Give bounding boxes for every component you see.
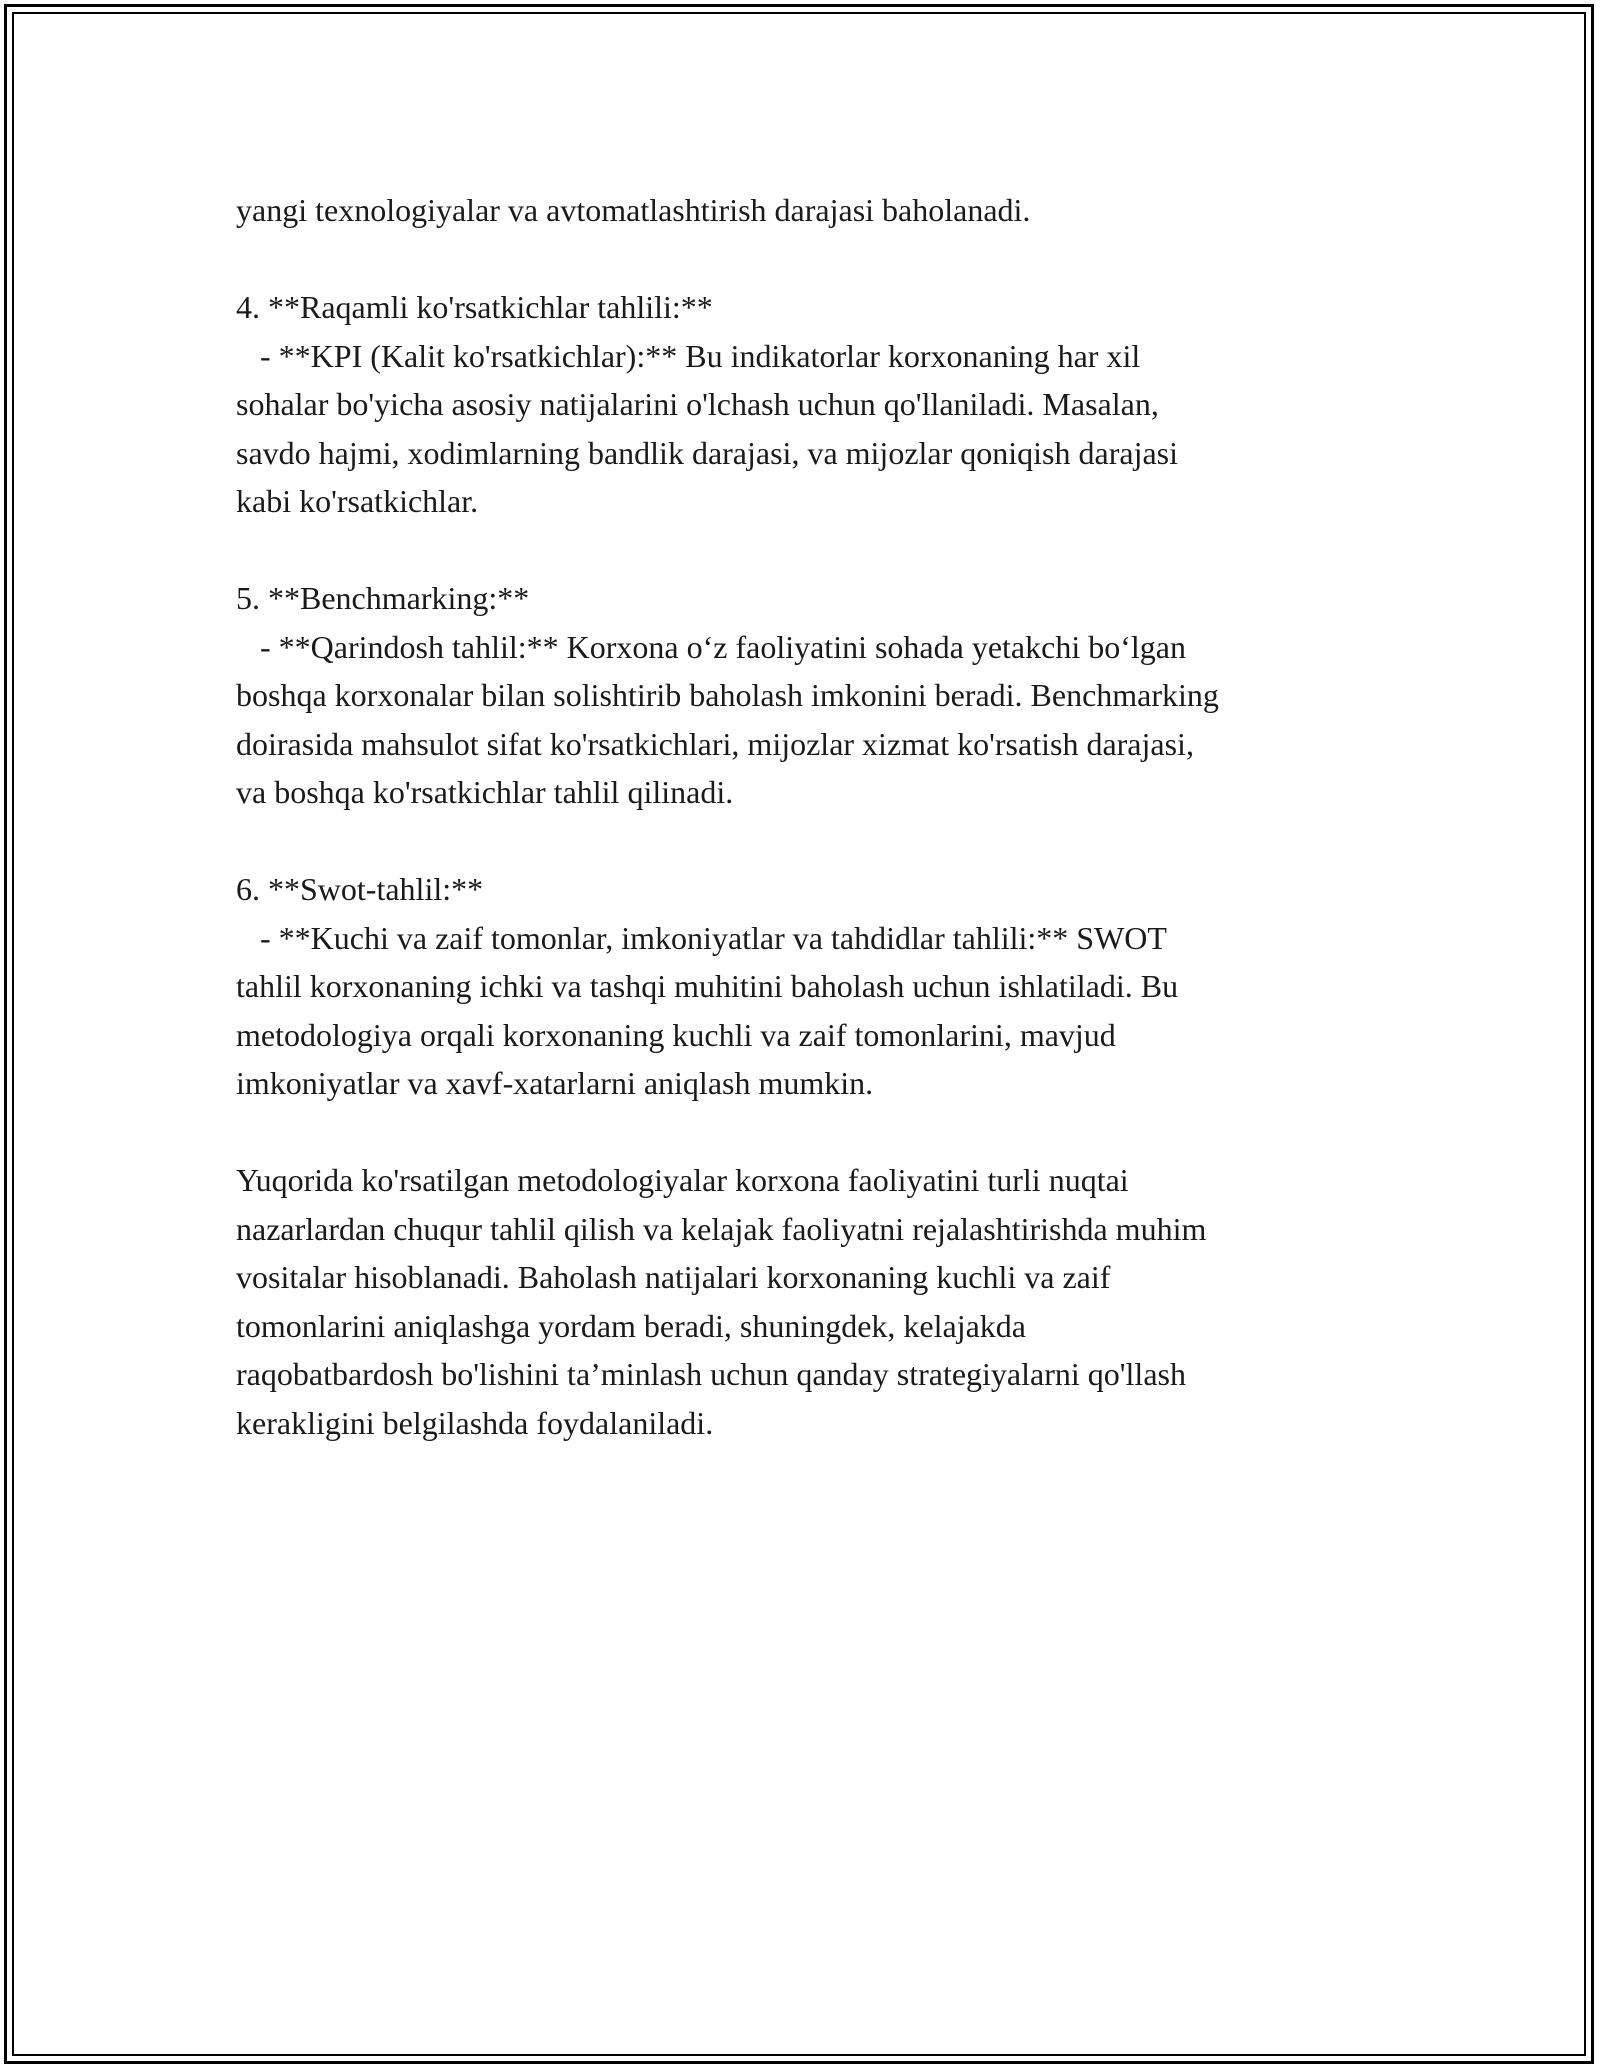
paragraph-benchmarking: 5. **Benchmarking:** - **Qarindosh tahlil:** Korxona o‘z faoliyatini sohada yetakchi bo‘lgan boshqa korxonalar bilan solishtirib baholash imkonini beradi. Benchmarking doirasida mahsulot sifat ko'rsatkichlari, mijozlar xizmat ko'rsatish darajasi, va boshqa ko'rsatkichlar tahlil qilinadi. — [236, 580, 1219, 810]
document-body — [236, 186, 1386, 1447]
paragraph-kpi-analysis: 4. **Raqamli ko'rsatkichlar tahlili:** - **KPI (Kalit ko'rsatkichlar):** Bu indikatorlar korxonaning har xil sohalar bo'yicha asosiy natijalarini o'lchash uchun qo'llaniladi. Masalan, savdo hajmi, xodimlarning bandlik darajasi, va mijozlar qoniqish darajasi kabi ko'rsatkichlar. — [236, 289, 1178, 519]
paragraph-intro-continuation: yangi texnologiyalar va avtomatlashtirish darajasi baholanadi. — [236, 192, 1031, 228]
paragraph-conclusion: Yuqorida ko'rsatilgan metodologiyalar korxona faoliyatini turli nuqtai nazarlardan chuqur tahlil qilish va kelajak faoliyatni rejalashtirishda muhim vositalar hisoblanadi. Baholash natijalari korxonaning kuchli va zaif tomonlarini aniqlashga yordam beradi, shuningdek, kelajakda raqobatbardosh bo'lishini ta’minlash uchun qanday strategiyalarni qo'llash kerakligini belgilashda foydalaniladi. — [236, 1162, 1207, 1441]
paragraph-swot-analysis: 6. **Swot-tahlil:** - **Kuchi va zaif tomonlar, imkoniyatlar va tahdidlar tahlili:** SWOT tahlil korxonaning ichki va tashqi muhitini baholash uchun ishlatiladi. Bu metodologiya orqali korxonaning kuchli va zaif tomonlarini, mavjud imkoniyatlar va xavf-xatarlarni aniqlash mumkin. — [236, 871, 1179, 1101]
